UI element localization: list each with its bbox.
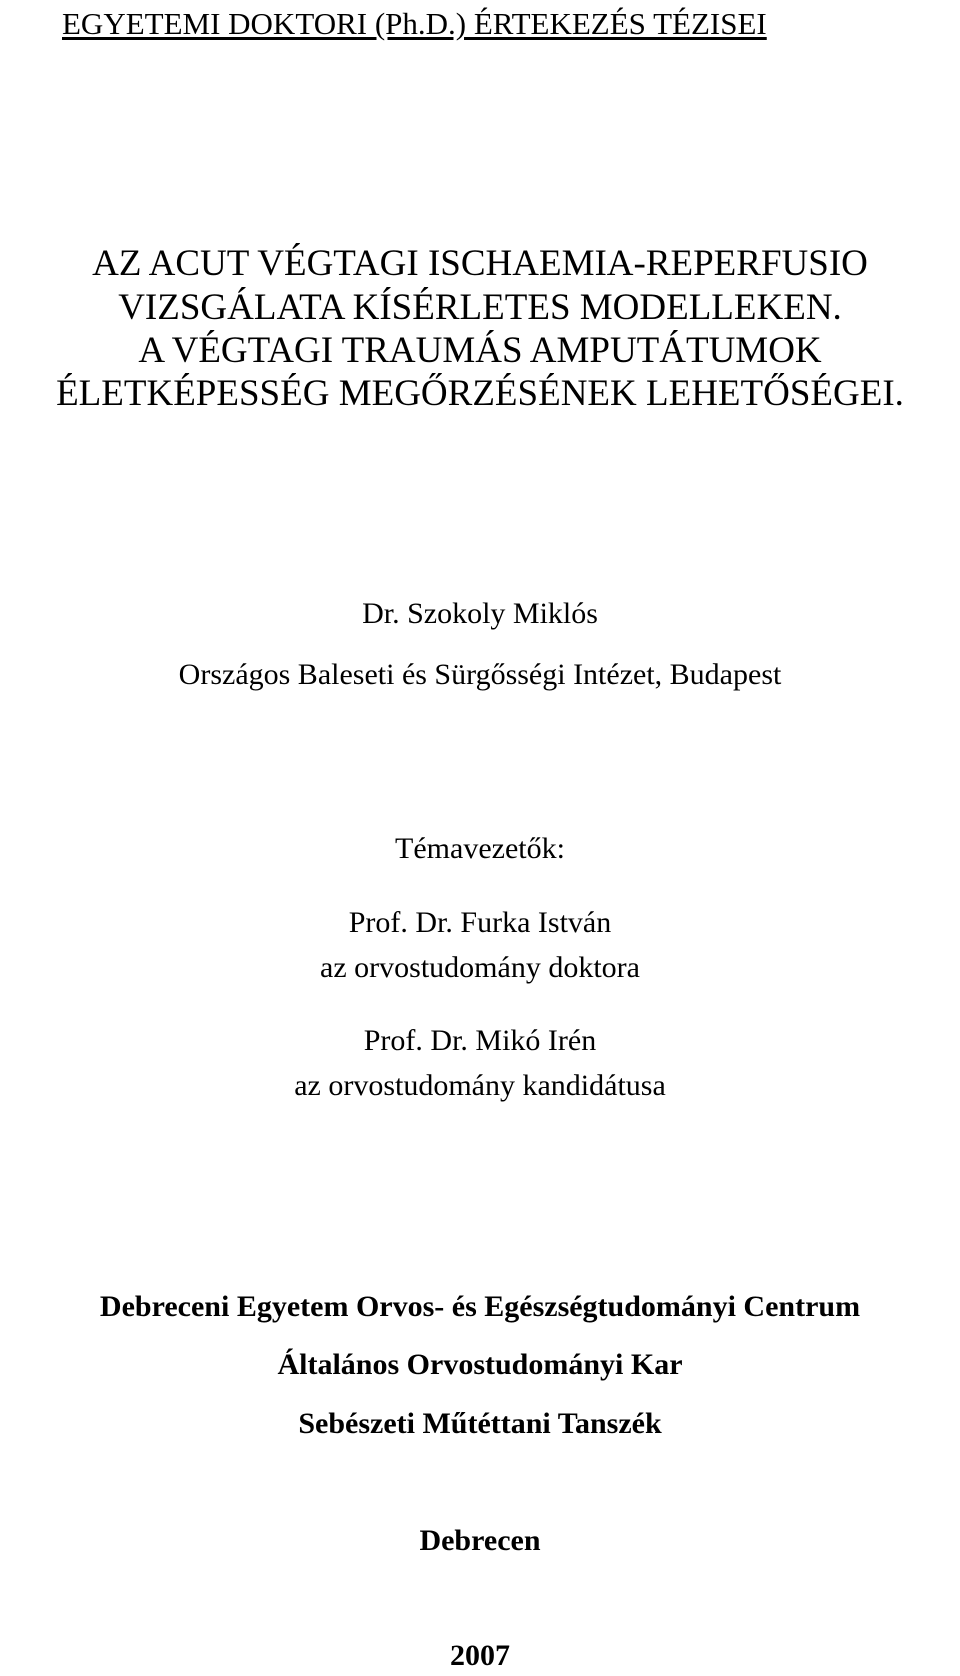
city: Debrecen [419, 1524, 541, 1557]
document-header: EGYETEMI DOKTORI (Ph.D.) ÉRTEKEZÉS TÉZISEI [62, 6, 767, 41]
supervisors-label: Témavezetők: [395, 832, 565, 865]
supervisor-2-title: az orvostudomány kandidátusa [294, 1069, 666, 1102]
supervisor-2-name: Prof. Dr. Mikó Irén [363, 1024, 597, 1057]
supervisor-1-title: az orvostudomány doktora [320, 951, 640, 984]
title-line-2: VIZSGÁLATA KÍSÉRLETES MODELLEKEN. [118, 287, 842, 328]
institution-university: Debreceni Egyetem Orvos- és Egészségtudományi Centrum [99, 1290, 861, 1323]
year: 2007 [450, 1639, 510, 1672]
title-line-4: ÉLETKÉPESSÉG MEGŐRZÉSÉNEK LEHETŐSÉGEI. [56, 373, 904, 414]
institution-department: Sebészeti Műtéttani Tanszék [298, 1407, 662, 1440]
institution-faculty: Általános Orvostudományi Kar [277, 1348, 683, 1381]
author-affiliation: Országos Baleseti és Sürgősségi Intézet, Budapest [178, 658, 782, 691]
title-line-1: AZ ACUT VÉGTAGI ISCHAEMIA-REPERFUSIO [92, 243, 868, 284]
supervisor-1-name: Prof. Dr. Furka István [348, 906, 612, 939]
author-name: Dr. Szokoly Miklós [362, 597, 598, 630]
title-line-3: A VÉGTAGI TRAUMÁS AMPUTÁTUMOK [138, 330, 822, 371]
